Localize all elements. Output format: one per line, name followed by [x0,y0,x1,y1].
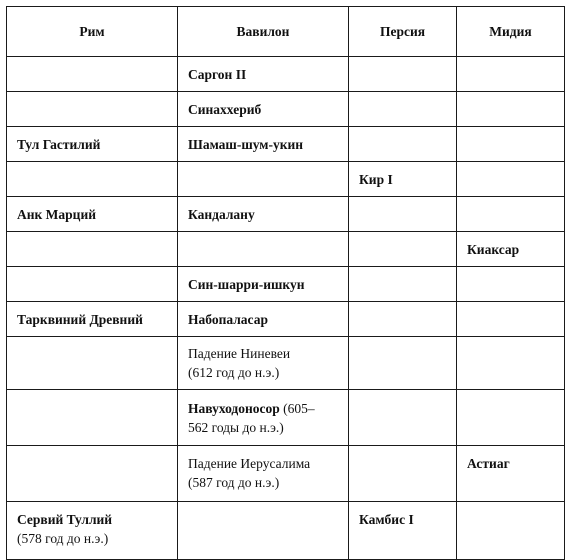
nebuchadnezzar-line-1 [188,399,338,418]
table-row [7,127,565,162]
cell-persia [349,92,457,127]
nebuchadnezzar-line-2: 562 годы до н.э.) [188,419,284,435]
chronology-table-container [6,6,565,560]
cell-babylon: Синаххериб [178,92,349,127]
cell-persia [349,446,457,502]
cell-persia: Камбис I [349,502,457,560]
header-media: Мидия [457,7,565,57]
cell-rome: Тарквиний Древний [7,302,178,337]
cell-babylon [178,337,349,390]
table-row [7,57,565,92]
cell-persia [349,232,457,267]
cell-rome [7,502,178,560]
cell-babylon [178,390,349,446]
cell-media: Киаксар [457,232,565,267]
table-row [7,390,565,446]
cell-rome [7,267,178,302]
table-row [7,337,565,390]
jerusalem-line-1: Падение Иерусалима [188,456,311,471]
cell-media [457,57,565,92]
cell-persia [349,337,457,390]
cell-rome [7,92,178,127]
cell-media [457,390,565,446]
servius-line-1: Сервий Туллий [17,512,113,527]
table-row [7,302,565,337]
cell-media: Астиаг [457,446,565,502]
cell-rome [7,57,178,92]
cell-babylon: Шамаш-шум-укин [178,127,349,162]
table-row [7,446,565,502]
table-row [7,267,565,302]
nineveh-line-1: Падение Ниневеи [188,346,291,361]
cell-babylon [178,502,349,560]
servius-line-2: (578 год до н.э.) [17,531,109,546]
header-babylon: Вавилон [178,7,349,57]
cell-persia [349,302,457,337]
cell-rome: Анк Марций [7,197,178,232]
cell-rome [7,446,178,502]
table-row [7,92,565,127]
header-persia: Персия [349,7,457,57]
table-row [7,162,565,197]
cell-rome [7,232,178,267]
cell-babylon: Набопаласар [178,302,349,337]
cell-rome [7,162,178,197]
cell-media [457,127,565,162]
nebuchadnezzar-years-start: (605– [279,400,315,416]
header-row [7,7,565,57]
cell-rome [7,390,178,446]
cell-babylon: Саргон II [178,57,349,92]
cell-media [457,197,565,232]
cell-persia [349,390,457,446]
nineveh-line-2: (612 год до н.э.) [188,365,280,380]
header-rome: Рим [7,7,178,57]
jerusalem-line-2: (587 год до н.э.) [188,475,280,490]
cell-media [457,92,565,127]
cell-babylon [178,162,349,197]
cell-media [457,267,565,302]
cell-media [457,502,565,560]
cell-rome: Тул Гастилий [7,127,178,162]
cell-babylon [178,446,349,502]
cell-rome [7,337,178,390]
cell-media [457,302,565,337]
cell-persia [349,267,457,302]
cell-media [457,162,565,197]
cell-babylon: Кандалану [178,197,349,232]
cell-media [457,337,565,390]
cell-persia [349,57,457,92]
cell-babylon: Син-шарри-ишкун [178,267,349,302]
table-row [7,502,565,560]
cell-persia [349,197,457,232]
table-row [7,232,565,267]
chronology-table [6,6,565,560]
cell-babylon [178,232,349,267]
nebuchadnezzar-name: Навуходоносор [188,400,280,416]
cell-persia [349,127,457,162]
table-row [7,197,565,232]
cell-persia: Кир I [349,162,457,197]
